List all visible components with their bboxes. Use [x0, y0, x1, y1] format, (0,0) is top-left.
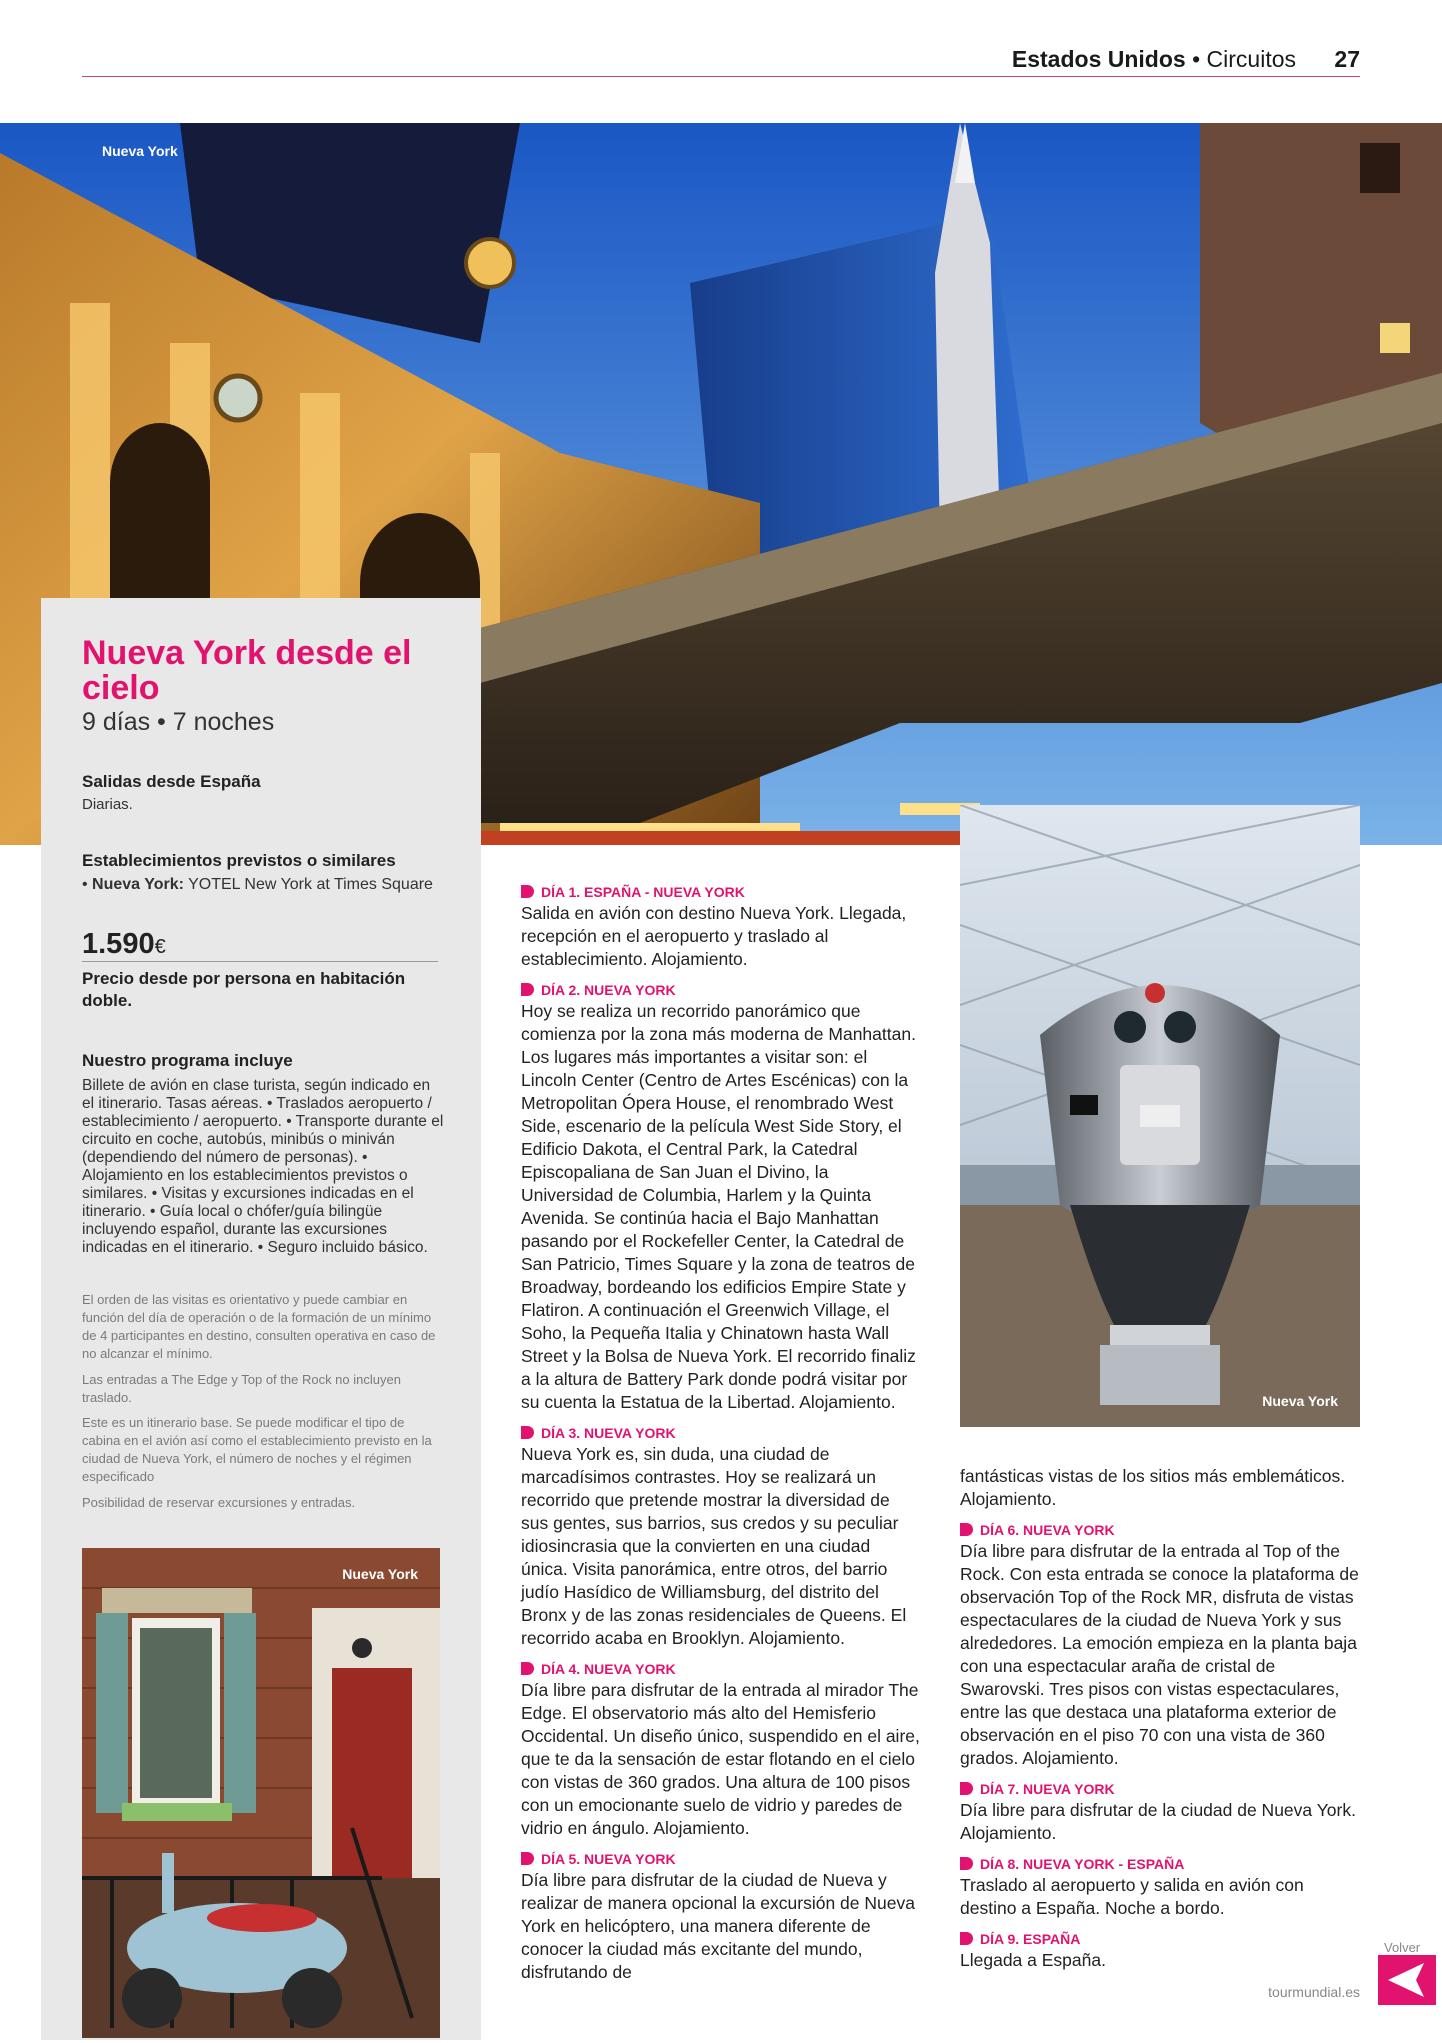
day-5-text: Día libre para disfrutar de la ciudad de Nueva y realizar de manera opcional la excursión de Nueva York en helicóptero, una manera diferente de conocer la ciudad más excitante del mundo, disfrutando de [521, 1870, 915, 1982]
day-8-heading: DÍA 8. NUEVA YORK - ESPAÑA [960, 1855, 1360, 1873]
itinerary-day-2 [521, 981, 921, 1414]
tour-title: Nueva York desde el cielo [82, 634, 412, 707]
day-marker-icon [960, 1523, 973, 1536]
street-illustration [82, 1548, 440, 2038]
day-marker-icon [521, 885, 534, 898]
price-note: Precio desde por persona en habitación doble. [82, 969, 406, 1010]
price-divider [82, 961, 438, 962]
itinerary-day-3 [521, 1424, 921, 1650]
includes-text: Billete de avión en clase turista, según indicado en el itinerario. Tasas aéreas. • Traslados aeropuerto / establecimiento / aeropuerto. • Transporte durante el circuito en coche, autobús, minibús o miniván (dependiendo del número de personas). • Alojamiento en los establecimientos previstos o similares. • Visitas y excursiones indicadas en el itinerario. • Guía local o chófer/guía bilingüe incluyendo español, durante las excursiones indicadas en el itinerario. • Seguro incluido básico. [82, 1077, 444, 1256]
header-text [1012, 46, 1360, 73]
includes-label: Nuestro programa incluye [82, 1051, 293, 1070]
day-6-text: Día libre para disfrutar de la entrada al Top of the Rock. Con esta entrada se conoce la plataforma de observación Top of the Rock MR, disfruta de vistas espectaculares de la ciudad de Nueva York y sus alrededores. La emoción empieza en la planta baja con una espectacular araña de cristal de Swarovski. Tres pisos con vistas espectaculares, entre las que destaca una plataforma exterior de observación en el piso 70 con una vista de 360 grados. Alojamiento. [960, 1541, 1359, 1768]
hotel-line: • Nueva York: YOTEL New York at Times Square [82, 876, 433, 893]
note-tickets: Las entradas a The Edge y Top of the Rock no incluyen traslado. [82, 1372, 401, 1405]
day-5-heading: DÍA 5. NUEVA YORK [521, 1850, 921, 1868]
back-label: Volver [1384, 1940, 1421, 1955]
departures-label: Salidas desde España [82, 772, 261, 791]
day-3-heading: DÍA 3. NUEVA YORK [521, 1424, 921, 1442]
day-7-heading: DÍA 7. NUEVA YORK [960, 1780, 1360, 1798]
day-8-text: Traslado al aeropuerto y salida en avión con destino a España. Noche a bordo. [960, 1875, 1304, 1918]
page-header [82, 42, 1360, 77]
hotel-name: YOTEL New York at Times Square [188, 876, 433, 893]
itinerary-column-2 [960, 1465, 1360, 1982]
price [82, 928, 166, 961]
header-separator: • [1192, 46, 1201, 72]
day-2-text: Hoy se realiza un recorrido panorámico que comienza por la zona más moderna de Manhattan. Los lugares más importantes a visitar son: el Lincoln Center (Centro de Artes Escénicas) con la Metropolitan Ópera House, el renombrado West Side, escenario de la película West Side Story, el Edificio Dakota, el Central Park, la Catedral Episcopaliana de San Juan el Divino, la Universidad de Columbia, Harlem y la Quinta Avenida. Se continúa hacia el Bajo Manhattan pasando por el Rockefeller Center, la Catedral de San Patricio, Times Square y la zona de teatros de Broadway, bordeando los edificios Empire State y Flatiron. A continuación el Greenwich Village, el Soho, la Pequeña Italia y Chinatown hasta Wall Street y la Bolsa de Nueva York. El recorrido finaliz a la altura de Battery Park donde podrá visitar por su cuenta la Estatua de la Libertad. Alojamiento. [521, 1001, 916, 1412]
binocular-photo-label: Nueva York [1262, 1393, 1338, 1409]
day-6-heading: DÍA 6. NUEVA YORK [960, 1521, 1360, 1539]
day-5-continuation-text: fantásticas vistas de los sitios más emblemáticos. Alojamiento. [960, 1466, 1346, 1509]
back-arrow-icon [1378, 1955, 1436, 2005]
day-marker-icon [521, 1662, 534, 1675]
note-visit-order: El orden de las visitas es orientativo y puede cambiar en función del día de operación o de la formación de un mínimo de 4 participantes en destino, consulten operativa en caso de no alcanzar el mínimo. [82, 1292, 436, 1361]
note-excursions: Posibilidad de reservar excursiones y entradas. [82, 1495, 356, 1510]
day-9-heading: DÍA 9. ESPAÑA [960, 1930, 1360, 1948]
day-4-heading: DÍA 4. NUEVA YORK [521, 1660, 921, 1678]
day-1-text: Salida en avión con destino Nueva York. Llegada, recepción en el aeropuerto y traslado al establecimiento. Alojamiento. [521, 903, 907, 969]
header-section: Circuitos [1206, 46, 1297, 72]
hero-photo-label: Nueva York [102, 143, 178, 159]
hotel-city: Nueva York: [92, 876, 184, 893]
day-4-text: Día libre para disfrutar de la entrada al mirador The Edge. El observatorio más alto del Hemisferio Occidental. Un diseño único, suspendido en el aire, que te da la sensación de estar flotando en el cielo con vistas de 360 grados. Una altura de 100 pisos con un emocionante suelo de vidrio y paredes de vidrio en ángulo. Alojamiento. [521, 1680, 920, 1838]
departures-value: Diarias. [82, 796, 133, 813]
price-currency: € [154, 936, 166, 958]
back-button[interactable] [1378, 1955, 1436, 2005]
note-itinerary-base: Este es un itinerario base. Se puede modificar el tipo de cabina en el avión así como el establecimiento previsto en la ciudad de Nueva York, el número de noches y el régimen especificado [82, 1415, 432, 1484]
price-value: 1.590 [82, 928, 155, 960]
day-3-text: Nueva York es, sin duda, una ciudad de marcadísimos contrastes. Hoy se realizará un recorrido que pretende mostrar la diversidad de sus gentes, sus barrios, sus credos y su peculiar idiosincrasia que la convierten en una ciudad única. Visita panorámica, entre otros, del barrio judío Hasídico de Williamsburg, del distrito del Bronx y de las zonas residenciales de Queens. El recorrido acaba en Brooklyn. Alojamiento. [521, 1444, 907, 1648]
itinerary-day-7 [960, 1780, 1360, 1845]
day-marker-icon [960, 1857, 973, 1870]
day-marker-icon [521, 983, 534, 996]
itinerary-day-9 [960, 1930, 1360, 1972]
itinerary-day-6 [960, 1521, 1360, 1770]
binocular-illustration [960, 805, 1360, 1427]
binocular-photo [960, 805, 1360, 1427]
day-marker-icon [521, 1852, 534, 1865]
hotels-label: Establecimientos previstos o similares [82, 851, 396, 870]
day-marker-icon [960, 1932, 973, 1945]
itinerary-day-5 [521, 1850, 921, 1984]
street-photo [82, 1548, 440, 2038]
itinerary-day-4 [521, 1660, 921, 1840]
day-7-text: Día libre para disfrutar de la ciudad de Nueva York. Alojamiento. [960, 1800, 1356, 1843]
street-photo-label: Nueva York [342, 1566, 418, 1582]
itinerary-day-8 [960, 1855, 1360, 1920]
day-2-heading: DÍA 2. NUEVA YORK [521, 981, 921, 999]
page-number: 27 [1334, 46, 1360, 72]
day-9-text: Llegada a España. [960, 1950, 1106, 1970]
day-1-heading: DÍA 1. ESPAÑA - NUEVA YORK [521, 883, 921, 901]
header-country: Estados Unidos [1011, 46, 1186, 72]
website-link[interactable]: tourmundial.es [1268, 1984, 1360, 2000]
day-marker-icon [521, 1426, 534, 1439]
day-marker-icon [960, 1782, 973, 1795]
itinerary-day-1 [521, 883, 921, 971]
tour-duration: 9 días • 7 noches [82, 708, 275, 736]
itinerary-column-1 [521, 883, 921, 1994]
day-5-continuation [960, 1465, 1360, 1511]
